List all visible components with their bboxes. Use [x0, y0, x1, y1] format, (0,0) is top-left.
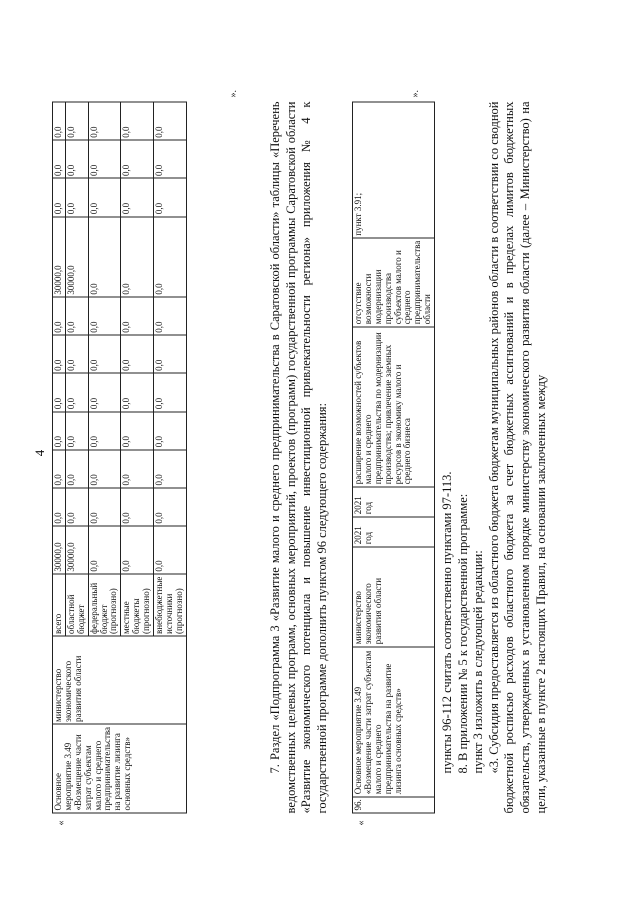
value-cell: 0,0: [53, 178, 66, 216]
start-cell: 2021 год: [353, 516, 435, 546]
value-cell: 0,0: [53, 373, 66, 411]
value-cell: 30000,0: [65, 526, 88, 574]
value-cell: 0,0: [53, 297, 66, 335]
value-cell: 0,0: [88, 487, 121, 525]
value-cell: 0,0: [121, 449, 154, 487]
value-cell: 0,0: [154, 102, 187, 140]
table1-close-quote: ».: [228, 89, 239, 97]
table2-open-quote: «: [356, 820, 367, 825]
source-cell: внебюджетные источники (прогнозно): [154, 574, 187, 636]
source-cell: местные бюджеты (прогнозно): [121, 574, 154, 636]
link-cell: пункт 3.91;: [353, 102, 435, 238]
value-cell: 0,0: [88, 411, 121, 449]
value-cell: 0,0: [53, 140, 66, 178]
table-row: [353, 102, 435, 813]
value-cell: 0,0: [121, 297, 154, 335]
value-cell: 0,0: [65, 297, 88, 335]
value-cell: 0,0: [88, 102, 121, 140]
value-cell: 0,0: [53, 411, 66, 449]
executor-cell: министерство экономического развития области: [53, 636, 187, 724]
value-cell: 0,0: [154, 335, 187, 373]
source-cell: областной бюджет: [65, 574, 88, 636]
value-cell: 0,0: [88, 178, 121, 216]
value-cell: 0,0: [121, 140, 154, 178]
text-line: пункт 3 изложить в следующей редакции:: [471, 549, 486, 773]
value-cell: 0,0: [65, 178, 88, 216]
result-cell: расширение возможностей субъектов малого и среднего предпринимательства по модернизации производства; привлечение заемных ресурсов в экономику малого и среднего бизнеса: [353, 326, 435, 486]
value-cell: 0,0: [65, 411, 88, 449]
value-cell: 0,0: [65, 140, 88, 178]
text-line: пункты 96-112 считать соответственно пунктами 97-113.: [440, 471, 454, 773]
source-cell: всего: [53, 574, 66, 636]
value-cell: 0,0: [154, 178, 187, 216]
value-cell: 0,0: [88, 373, 121, 411]
value-cell: 30000,0: [65, 216, 88, 296]
value-cell: 0,0: [121, 487, 154, 525]
value-cell: 0,0: [154, 526, 187, 574]
value-cell: 0,0: [121, 178, 154, 216]
value-cell: 0,0: [53, 449, 66, 487]
table-row: [53, 102, 66, 813]
value-cell: 30000,0: [53, 216, 66, 296]
table2-close-quote: ».: [410, 89, 421, 97]
text-line: 8. В приложении № 5 к государственной программе:: [455, 493, 470, 773]
text-line: «3. Субсидия предоставляется из областного бюджета бюджетам муниципальных районов области в соответствии со сводной бюджетной росписью расходов областного бюджета за счет бюджетных ассигнований и в пределах лимитов бюджетных обязательств, утвержденных в установленном порядке министерству экономического развития области (далее – Министерство) на цели, указанные в пункте 2 настоящих Правил, на основании заключенных между: [486, 101, 548, 813]
row-number: 96.: [353, 796, 435, 812]
executor-cell: министерство экономического развития области: [353, 546, 435, 646]
value-cell: 0,0: [65, 102, 88, 140]
value-cell: 0,0: [121, 216, 154, 296]
funding-table: [52, 101, 187, 813]
value-cell: 0,0: [154, 373, 187, 411]
value-cell: 0,0: [121, 411, 154, 449]
value-cell: 0,0: [65, 335, 88, 373]
value-cell: 0,0: [53, 487, 66, 525]
value-cell: 0,0: [65, 449, 88, 487]
value-cell: 0,0: [154, 140, 187, 178]
end-cell: 2021 год: [353, 486, 435, 516]
value-cell: 0,0: [121, 526, 154, 574]
value-cell: 0,0: [154, 297, 187, 335]
source-cell: федеральный бюджет (прогнозно): [88, 574, 121, 636]
value-cell: 30000,0: [53, 526, 66, 574]
value-cell: 0,0: [65, 487, 88, 525]
consequences-cell: отсутствие возможности модернизации производства субъектов малого и среднего предпринимательства области: [353, 238, 435, 327]
measure-cell: Основное мероприятие 3.49 «Возмещение части затрат субъектам малого и среднего предпринимательства на развитие лизинга основных средств»: [53, 724, 187, 813]
value-cell: 0,0: [121, 373, 154, 411]
value-cell: 0,0: [154, 216, 187, 296]
paragraph-7: 7. Раздел «Подпрограмма 3 «Развитие малого и среднего предпринимательства в Саратовской области» таблицы «Перечень ведомственных целевых программ, основных мероприятий, проектов (программ) государственной программы Саратовской области «Развитие экономического потенциала и повышение инвестиционной привлекательности региона» приложения № 4 к государственной программе дополнить пунктом 96 следующего содержания:: [268, 101, 329, 813]
value-cell: 0,0: [53, 335, 66, 373]
value-cell: 0,0: [88, 140, 121, 178]
value-cell: 0,0: [154, 487, 187, 525]
value-cell: 0,0: [53, 102, 66, 140]
measure-cell: Основное мероприятие 3.49 «Возмещение части затрат субъектам малого и среднего предпринимательства на развитие лизинга основных средств»: [353, 646, 435, 796]
tail-text: [440, 101, 549, 813]
value-cell: 0,0: [65, 373, 88, 411]
value-cell: 0,0: [154, 411, 187, 449]
value-cell: 0,0: [88, 526, 121, 574]
value-cell: 0,0: [121, 335, 154, 373]
value-cell: 0,0: [121, 102, 154, 140]
measures-table: [352, 101, 435, 813]
value-cell: 0,0: [154, 449, 187, 487]
value-cell: 0,0: [88, 216, 121, 296]
table1-open-quote: «: [56, 820, 67, 825]
value-cell: 0,0: [88, 449, 121, 487]
page-number: 4: [32, 449, 47, 456]
value-cell: 0,0: [88, 335, 121, 373]
value-cell: 0,0: [88, 297, 121, 335]
